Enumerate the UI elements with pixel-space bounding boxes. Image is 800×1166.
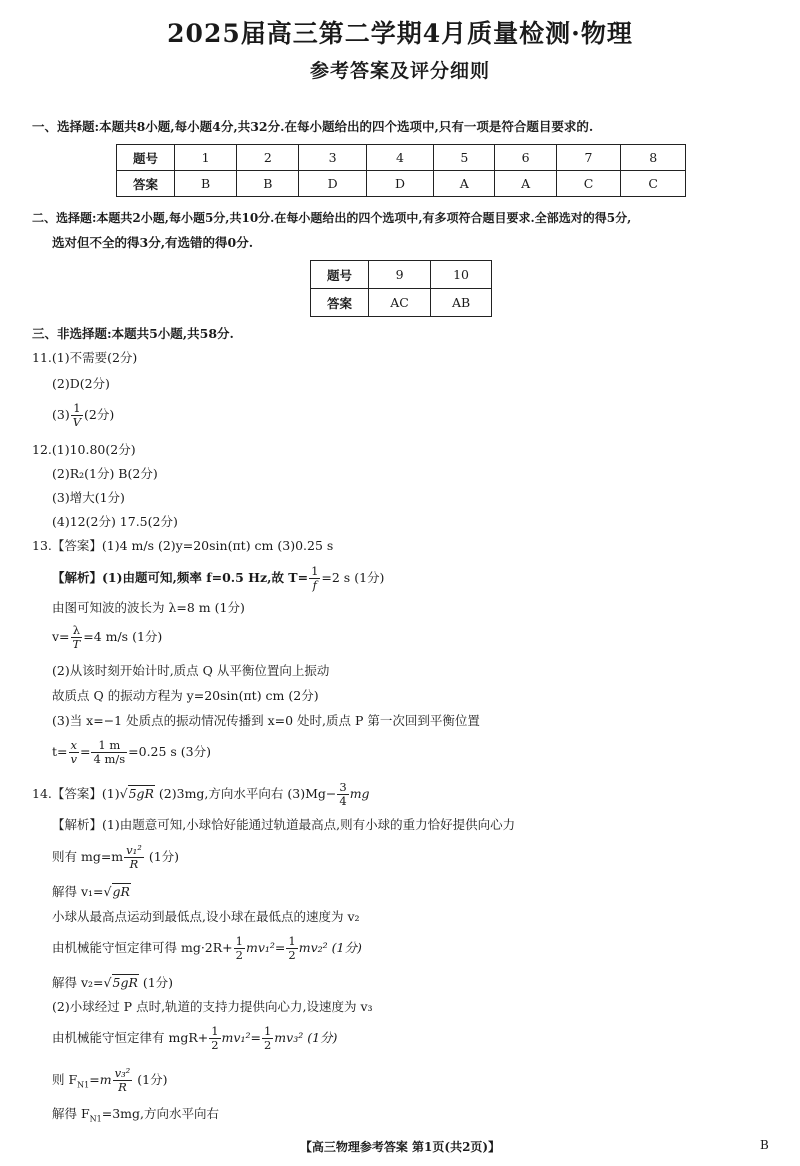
q13-answer: 13.【答案】(1)4 m/s (2)y=20sin(πt) cm (3)0.25 s (32, 538, 334, 553)
table-cell: B (175, 171, 237, 197)
table-cell: 5 (434, 145, 495, 171)
table-header-cell: 题号 (117, 145, 175, 171)
table-cell: 10 (431, 261, 492, 289)
section2-heading-line1: 二、选择题:本题共2小题,每小题5分,共10分.在每小题给出的四个选项中,有多项符合题目要求.全部选对的得5分, (32, 211, 632, 225)
fraction: $\frac{\lambda}{T}$ (72, 623, 81, 651)
q14-analysis-7: (2)小球经过 P 点时,轨道的支持力提供向心力,设速度为 v₃ (52, 999, 373, 1014)
table-cell: D (299, 171, 366, 197)
table-cell: 1 (175, 145, 237, 171)
fraction: $\frac{\text{v₃²}}{R}$ (114, 1066, 131, 1094)
page-footer: 【高三物理参考答案 第1页(共2页)】 (299, 1140, 501, 1154)
table-header-cell: 答案 (311, 289, 369, 317)
q14-analysis-1: 【解析】(1)由题意可知,小球恰好能通过轨道最高点,则有小球的重力恰好提供向心力 (52, 817, 516, 832)
section3-heading: 三、非选择题:本题共5小题,共58分. (32, 326, 234, 341)
table-cell: 8 (621, 145, 686, 171)
q12-part1: 12.(1)10.80(2分) (32, 442, 136, 457)
q11-part1: 11.(1)不需要(2分) (32, 350, 138, 365)
table-cell: AC (369, 289, 431, 317)
q13-analysis-1: 【解析】(1)由题可知,频率 f=0.5 Hz,故 T= $\frac{1}{f}$ =2 s (1分) (52, 564, 385, 592)
table-row (311, 289, 492, 317)
page-title: 2025届高三第二学期4月质量检测·物理 (167, 19, 633, 48)
table-row (311, 261, 492, 289)
table-cell: 2 (237, 145, 299, 171)
fraction: $\frac{x}{v}$ (70, 738, 77, 766)
fraction: $\frac{\text{v₁²}}{R}$ (126, 843, 142, 871)
q14-analysis-8: 由机械能守恒定律有 mgR+ $\frac{1}{2}$ mv₁²= $\frac{1}{2}$ mv₃² (1分) (52, 1024, 338, 1052)
q14-analysis-6: 解得 v₂=√5gR (1分) (52, 975, 174, 990)
q14-analysis-3: 解得 v₁=√gR (52, 884, 130, 899)
q11-part3: (3) $\frac{1}{V}$ (2分) (52, 401, 115, 429)
q13-analysis-6: (3)当 x=−1 处质点的振动情况传播到 x=0 处时,质点 P 第一次回到平衡位置 (52, 713, 480, 728)
table-row (117, 145, 686, 171)
table-cell: A (434, 171, 495, 197)
table-cell: D (366, 171, 433, 197)
q14-analysis-9: 则 $F_{N1}=m$ $\frac{\text{v₃²}}{R}$ (1分) (52, 1066, 168, 1094)
section2-heading-line2: 选对但不全的得3分,有选错的得0分. (52, 235, 254, 250)
q14-answer: 14.【答案】(1)√5gR (2)3mg,方向水平向右 (3)Mg− $\frac{3}{4}$ mg (32, 780, 370, 808)
fraction: $\frac{1}{2}$ (288, 934, 296, 962)
table-cell: C (621, 171, 686, 197)
q14-analysis-2: 则有 mg=m $\frac{\text{v₁²}}{R}$ (1分) (52, 843, 180, 871)
table-cell: AB (431, 289, 492, 317)
fraction: $\frac{1}{f}$ (311, 564, 319, 592)
q13-analysis-7: t= $\frac{x}{v}$ = $\frac{1 m}{4 m/s}$ =0.25 s (3分) (52, 738, 212, 766)
fraction: $\frac{1}{2}$ (263, 1024, 272, 1052)
table-cell: 4 (366, 145, 433, 171)
section2-answer-table (310, 260, 492, 317)
q12-part3: (3)增大(1分) (52, 490, 125, 505)
q14-analysis-4: 小球从最高点运动到最低点,设小球在最低点的速度为 v₂ (52, 909, 360, 924)
table-cell: A (495, 171, 556, 197)
table-cell: 6 (495, 145, 556, 171)
fraction: $\frac{1}{V}$ (72, 401, 82, 429)
table-header-cell: 题号 (311, 261, 369, 289)
q13-analysis-3: v= $\frac{\lambda}{T}$ =4 m/s (1分) (52, 623, 163, 651)
q14-analysis-10: 解得 $F_{N1}=3mg$,方向水平向右 (52, 1106, 220, 1124)
table-header-cell: 答案 (117, 171, 175, 197)
q12-part2: (2)R₂(1分) B(2分) (52, 466, 158, 481)
q11-part2: (2)D(2分) (52, 376, 110, 391)
page-subtitle: 参考答案及评分细则 (309, 60, 490, 82)
table-cell: C (556, 171, 621, 197)
fraction: $\frac{3}{4}$ (339, 780, 347, 808)
table-cell: 9 (369, 261, 431, 289)
section1-heading: 一、选择题:本题共8小题,每小题4分,共32分.在每小题给出的四个选项中,只有一项是符合题目要求的. (32, 119, 594, 134)
paper-version-code: B (760, 1138, 769, 1152)
q13-analysis-5: 故质点 Q 的振动方程为 y=20sin(πt) cm (2分) (52, 688, 319, 703)
fraction: $\frac{1 m}{4 m/s}$ (93, 738, 126, 766)
q12-part4: (4)12(2分) 17.5(2分) (52, 514, 178, 529)
table-cell: 3 (299, 145, 366, 171)
table-row (117, 171, 686, 197)
table-cell: B (237, 171, 299, 197)
section1-answer-table (116, 144, 686, 197)
q14-analysis-5: 由机械能守恒定律可得 mg·2R+ $\frac{1}{2}$ mv₁²= $\frac{1}{2}$ mv₂² (1分) (52, 934, 362, 962)
table-cell: 7 (556, 145, 621, 171)
q13-analysis-4: (2)从该时刻开始计时,质点 Q 从平衡位置向上振动 (52, 663, 330, 678)
fraction: $\frac{1}{2}$ (211, 1024, 219, 1052)
q13-analysis-2: 由图可知波的波长为 λ=8 m (1分) (52, 600, 245, 615)
fraction: $\frac{1}{2}$ (235, 934, 243, 962)
